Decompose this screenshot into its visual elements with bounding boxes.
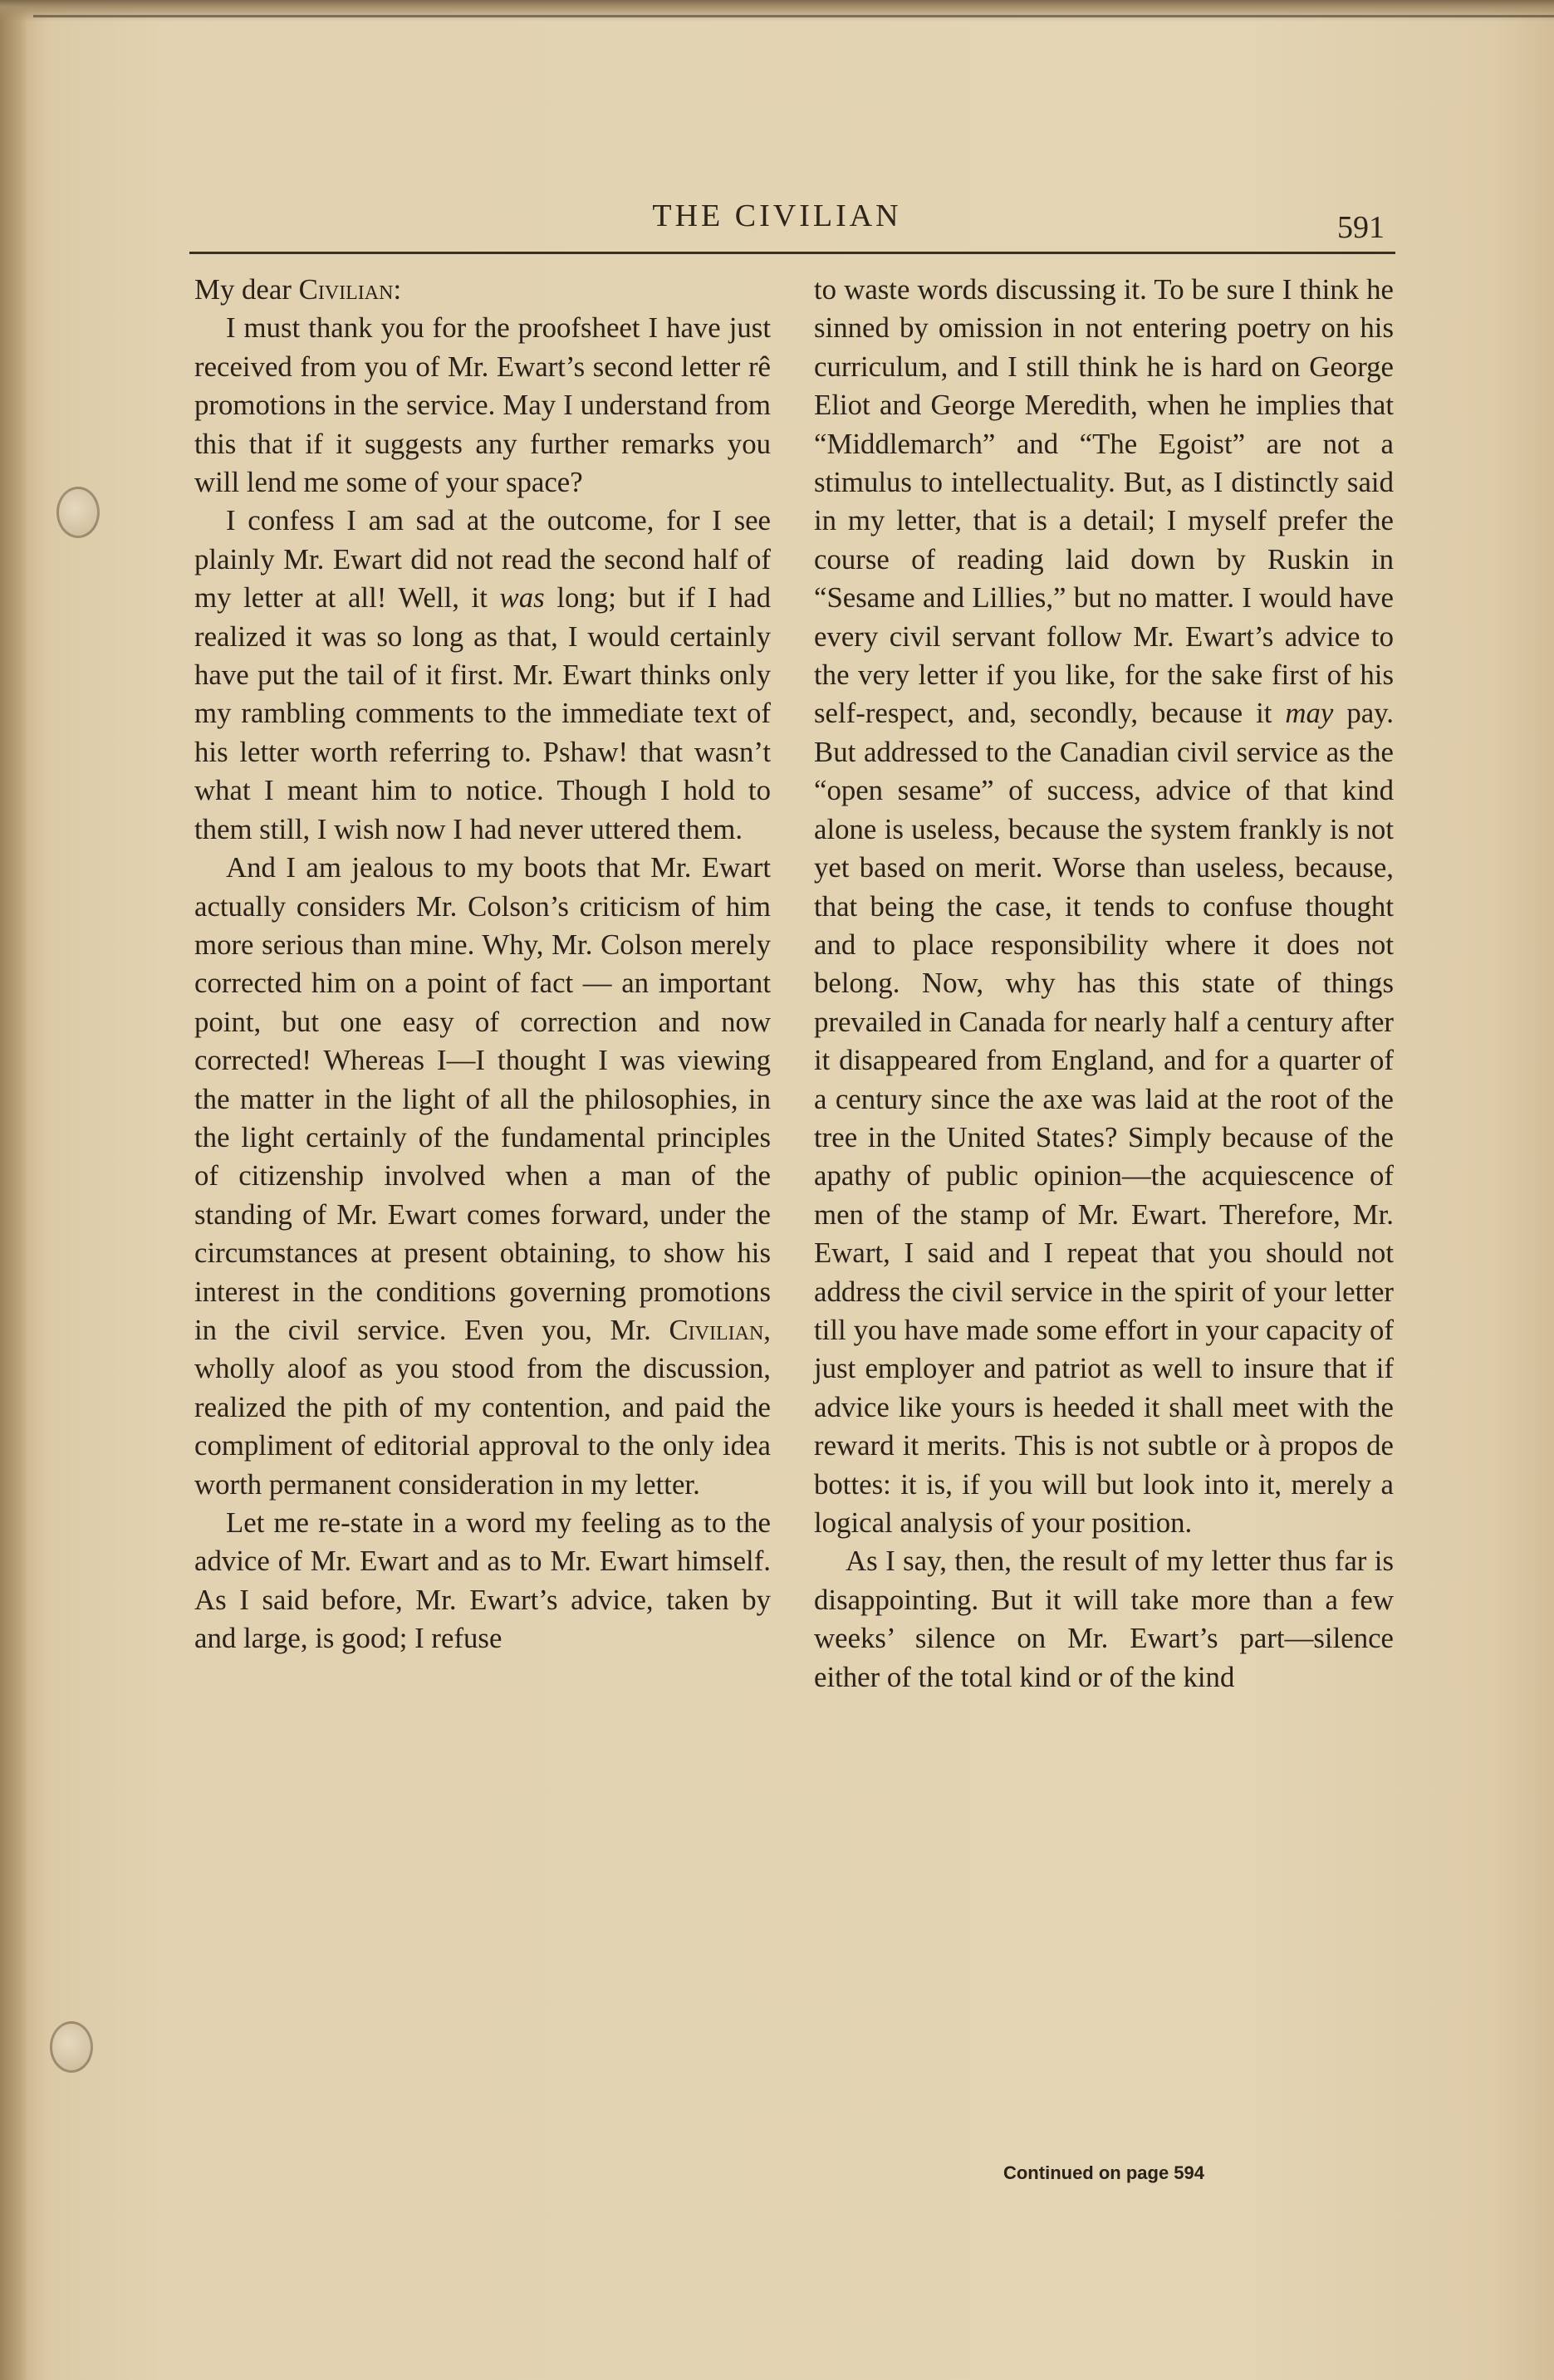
paragraph-text: to waste words discussing it. To be sure I think he sinned by omission in not entering poetry on his curriculum, and I still think he is hard on George Eliot and George Meredith, when he implies that “Middlemarch” and “The Egoist” are not a stimulus to intellectuality. But, as I distinctly said in my letter, that is a detail; I myself prefer the course of reading laid down by Ruskin in “Sesame and Lillies,” but no matter. I would have every civil servant follow Mr. Ewart’s advice to the very letter if you like, for the sake first of his self-respect, and, secondly, because it [814, 273, 1394, 730]
paragraph-text: pay. But addressed to the Canadian civil service as the “open sesame” of success, advice of that kind alone is useless, because the system frankly is not yet based on merit. Worse than useless, because, that being the case, it tends to confuse thought and to place responsibility where it does not belong. Now, why has this state of things prevailed in Canada for nearly half a century after it disappeared from England, and for a quarter of a century since the axe was laid at the root of the tree in the United States? Simply because of the apathy of public opinion—the acquiescence of men of the stamp of Mr. Ewart. Therefore, Mr. Ewart, I said and I repeat that you should not address the civil service in the spirit of your letter till you have made some effort in your capacity of just employer and patriot as well to insure that if advice like yours is heeded it shall meet with the reward it merits. This is not subtle or à propos de bottes: it is, if you will but look into it, merely a logical analysis of your position. [814, 697, 1394, 1539]
paragraph [194, 849, 771, 1504]
paragraph-text: I confess I am sad at the outcome, for I see plainly Mr. Ewart did not read the second half of my letter at all! Well, it [194, 504, 771, 615]
book-spine-shadow [0, 0, 28, 2380]
paragraph-text: And I am jealous to my boots that Mr. Ewart actually considers Mr. Colson’s criticism of him more serious than mine. Why, Mr. Colson merely corrected him on a point of fact — an important point, but one easy of correction and now corrected! Whereas I—I thought I was viewing the matter in the light of all the philosophies, in the light certainly of the fundamental principles of citizenship involved when a man of the standing of Mr. Ewart comes forward, under the circumstances at present obtaining, to show his interest in the conditions governing promotions in the civil service. Even you, Mr. [194, 851, 771, 1346]
salutation-suffix: : [393, 273, 402, 306]
left-column [194, 271, 771, 1658]
binding-hole [56, 487, 100, 538]
page-number: 591 [1337, 210, 1385, 245]
paragraph-text: long; but if I had realized it was so long as that, I would certainly have put the tail of it first. Mr. Ewart thinks only my rambling comments to the immediate text of his letter worth referring to. Pshaw! that wasn’t what I meant him to notice. Though I hold to them still, I wish now I had never uttered them. [194, 581, 771, 845]
paragraph: I must thank you for the proofsheet I have just received from you of Mr. Ewart’s second letter rê promotions in the service. May I understand from this that if it suggests any further remarks you will lend me some of your space? [194, 311, 771, 499]
right-column [814, 271, 1394, 1697]
emphasis: may [1285, 697, 1334, 730]
small-caps-name: Civilian [669, 1313, 764, 1346]
page-top-edge [0, 0, 1554, 22]
salutation-name: Civilian [298, 273, 394, 306]
binding-hole [50, 2021, 93, 2073]
paragraph: As I say, then, the result of my letter thus far is disappointing. But it will take more than a few weeks’ silence on Mr. Ewart’s part—silence either of the total kind or of the kind [814, 1545, 1394, 1693]
salutation-prefix: My dear [194, 273, 299, 306]
top-border-line [33, 15, 1554, 17]
emphasis: was [499, 581, 545, 615]
paragraph: Let me re-state in a word my feeling as to the advice of Mr. Ewart and as to Mr. Ewart himself. As I said before, Mr. Ewart’s advice, taken by and large, is good; I refuse [194, 1506, 771, 1655]
paragraph-text: , wholly aloof as you stood from the discussion, realized the pith of my contention, and paid the compliment of editorial approval to the only idea worth permanent consideration in my letter. [194, 1313, 771, 1501]
salutation [194, 271, 771, 309]
continued-notice: Continued on page 594 [1003, 2162, 1205, 2183]
paragraph [194, 502, 771, 849]
running-head: THE CIVILIAN [652, 198, 902, 233]
paragraph-continuation [814, 271, 1394, 1542]
header-rule [189, 252, 1395, 254]
